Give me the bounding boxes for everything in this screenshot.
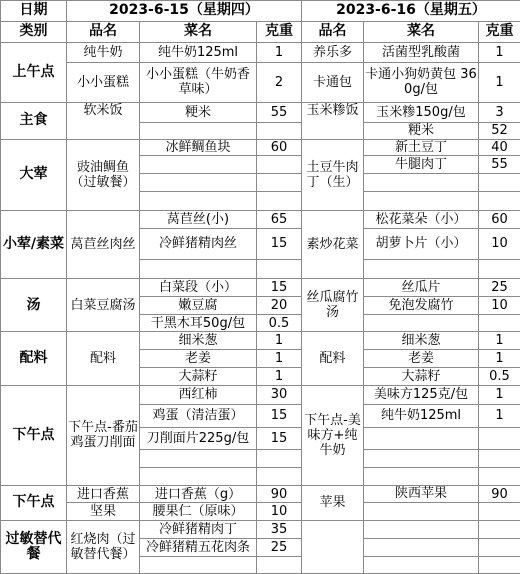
category-cell[interactable]: 主食 (1, 102, 67, 139)
ingredient-cell[interactable]: 小小蛋糕（牛奶香草味） (140, 62, 257, 102)
dish-cell[interactable]: 莴苣丝肉丝 (67, 210, 140, 278)
weight-cell[interactable] (479, 427, 520, 449)
ingredient-cell[interactable]: 美味方125克/包 (364, 385, 479, 404)
weight-cell[interactable] (479, 503, 520, 521)
dish-cell[interactable]: 小小蛋糕 (67, 62, 140, 102)
weight-cell[interactable] (257, 556, 302, 573)
ingredient-cell[interactable]: 细米葱 (140, 332, 257, 350)
weight-cell[interactable] (479, 191, 520, 210)
ingredient-cell[interactable]: 胡萝卜片（小） (364, 228, 479, 259)
weight-cell[interactable]: 1 (257, 332, 302, 350)
date-label-cell[interactable]: 日期 (1, 1, 67, 22)
ingredient-cell[interactable]: 干黑木耳50g/包 (140, 314, 257, 332)
ingredient-cell[interactable]: 鸡蛋（清洁蛋） (140, 404, 257, 427)
ingredient-cell[interactable]: 腰果仁（原味） (140, 503, 257, 521)
weight-cell[interactable]: 1 (479, 62, 520, 102)
weight-cell[interactable]: 15 (257, 228, 302, 259)
ingredient-cell[interactable] (364, 556, 479, 573)
weight-cell[interactable]: 10 (257, 503, 302, 521)
weight-cell[interactable]: 1 (479, 42, 520, 62)
day1-dish-header[interactable]: 品名 (67, 21, 140, 42)
weight-cell[interactable] (257, 449, 302, 467)
ingredient-cell[interactable]: 大蒜籽 (364, 368, 479, 386)
weight-cell[interactable]: 90 (479, 485, 520, 503)
ingredient-cell[interactable]: 粳米 (364, 122, 479, 139)
ingredient-cell[interactable]: 进口香蕉（g） (140, 485, 257, 503)
ingredient-cell[interactable] (364, 174, 479, 192)
table-row (1, 385, 520, 404)
weight-cell[interactable]: 15 (257, 404, 302, 427)
weight-cell[interactable]: 0.5 (257, 314, 302, 332)
ingredient-cell[interactable]: 纯牛奶125ml (364, 404, 479, 427)
weight-cell[interactable]: 65 (257, 210, 302, 228)
weight-cell[interactable]: 1 (479, 332, 520, 350)
weight-cell[interactable] (479, 314, 520, 332)
table-row (1, 62, 520, 102)
ingredient-cell[interactable]: 新土豆丁 (364, 139, 479, 156)
category-label-cell[interactable]: 类别 (1, 21, 67, 42)
weight-cell[interactable]: 35 (257, 521, 302, 539)
weight-cell[interactable]: 60 (479, 210, 520, 228)
ingredient-cell[interactable] (140, 122, 257, 139)
ingredient-cell[interactable]: 纯牛奶125ml (140, 42, 257, 62)
weight-cell[interactable]: 10 (479, 228, 520, 259)
day2-dish-header[interactable]: 品名 (302, 21, 364, 42)
weight-cell[interactable]: 3 (479, 102, 520, 122)
table-row (1, 503, 520, 521)
ingredient-cell[interactable] (140, 174, 257, 192)
ingredient-cell[interactable] (364, 539, 479, 557)
weight-cell[interactable] (479, 521, 520, 539)
ingredient-cell[interactable]: 玉米糁150g/包 (364, 102, 479, 122)
ingredient-cell[interactable] (140, 556, 257, 573)
day1-ingredient-header[interactable]: 菜名 (140, 21, 257, 42)
weight-cell[interactable] (257, 122, 302, 139)
dish-cell[interactable]: 苹果 (302, 485, 364, 521)
ingredient-cell[interactable] (364, 427, 479, 449)
day1-weight-header[interactable]: 克重 (257, 21, 302, 42)
weight-cell[interactable]: 15 (257, 278, 302, 296)
day2-date-cell[interactable]: 2023-6-16（星期五） (302, 1, 520, 22)
dish-cell[interactable]: 养乐多 (302, 42, 364, 62)
day1-date-cell[interactable]: 2023-6-15（星期四） (67, 1, 302, 22)
dish-cell[interactable]: 进口香蕉 (67, 485, 140, 503)
dish-cell[interactable]: 丝瓜腐竹汤 (302, 278, 364, 331)
dish-cell[interactable]: 玉米糁饭 (302, 102, 364, 139)
weight-cell[interactable]: 10 (479, 296, 520, 314)
weight-cell[interactable]: 1 (479, 350, 520, 368)
category-cell[interactable]: 下午点 (1, 485, 67, 521)
column-header-row (1, 21, 520, 42)
dish-cell[interactable]: 纯牛奶 (67, 42, 140, 62)
ingredient-cell[interactable]: 丝瓜片 (364, 278, 479, 296)
weight-cell[interactable] (257, 260, 302, 279)
weight-cell[interactable]: 1 (257, 42, 302, 62)
weight-cell[interactable]: 52 (479, 122, 520, 139)
ingredient-cell[interactable] (364, 449, 479, 467)
table-row (1, 521, 520, 539)
category-cell[interactable]: 过敏替代餐 (1, 521, 67, 574)
table-row (1, 332, 520, 350)
table-row (1, 139, 520, 156)
weight-cell[interactable]: 2 (257, 62, 302, 102)
ingredient-cell[interactable]: 卡通小狗奶黄包 360g/包 (364, 62, 479, 102)
weight-cell[interactable]: 55 (479, 156, 520, 174)
weight-cell[interactable] (257, 191, 302, 210)
weight-cell[interactable]: 30 (257, 385, 302, 404)
date-header-row (1, 1, 520, 22)
weight-cell[interactable] (479, 449, 520, 467)
weight-cell[interactable]: 15 (257, 427, 302, 449)
table-row (1, 278, 520, 296)
weight-cell[interactable]: 60 (257, 139, 302, 156)
ingredient-cell[interactable]: 大蒜籽 (140, 368, 257, 386)
ingredient-cell[interactable] (140, 156, 257, 174)
ingredient-cell[interactable]: 嫩豆腐 (140, 296, 257, 314)
dish-cell[interactable]: 坚果 (67, 503, 140, 521)
ingredient-cell[interactable] (140, 191, 257, 210)
weight-cell[interactable] (257, 174, 302, 192)
table-row (1, 210, 520, 228)
ingredient-cell[interactable]: 细米葱 (364, 332, 479, 350)
weight-cell[interactable] (479, 260, 520, 279)
category-cell[interactable]: 配料 (1, 332, 67, 385)
table-row (1, 102, 520, 122)
ingredient-cell[interactable]: 松花菜朵（小） (364, 210, 479, 228)
ingredient-cell[interactable] (364, 260, 479, 279)
day2-ingredient-header[interactable]: 菜名 (364, 21, 479, 42)
dish-cell[interactable]: 下午点-番茄鸡蛋刀削面 (67, 385, 140, 485)
ingredient-cell[interactable] (364, 467, 479, 485)
weight-cell[interactable] (479, 467, 520, 485)
weight-cell[interactable]: 55 (257, 102, 302, 122)
weight-cell[interactable] (479, 556, 520, 573)
weight-cell[interactable]: 1 (257, 350, 302, 368)
dish-cell[interactable]: 配料 (67, 332, 140, 385)
ingredient-cell[interactable] (140, 467, 257, 485)
weight-cell[interactable] (479, 174, 520, 192)
table-row (1, 485, 520, 503)
category-cell[interactable]: 下午点 (1, 385, 67, 485)
ingredient-cell[interactable] (140, 260, 257, 279)
ingredient-cell[interactable]: 粳米 (140, 102, 257, 122)
table-row (1, 42, 520, 62)
ingredient-cell[interactable]: 免泡发腐竹 (364, 296, 479, 314)
weight-cell[interactable] (257, 467, 302, 485)
ingredient-cell[interactable] (364, 191, 479, 210)
category-cell[interactable]: 上午点 (1, 42, 67, 102)
dish-cell[interactable] (302, 521, 364, 574)
ingredient-cell[interactable]: 陕西苹果 (364, 485, 479, 503)
weight-cell[interactable]: 40 (479, 139, 520, 156)
ingredient-cell[interactable]: 莴苣丝(小) (140, 210, 257, 228)
dish-cell[interactable]: 豉油鲷鱼（过敏餐） (67, 139, 140, 210)
ingredient-cell[interactable]: 老姜 (140, 350, 257, 368)
ingredient-cell[interactable]: 白菜段（小） (140, 278, 257, 296)
ingredient-cell[interactable] (364, 521, 479, 539)
ingredient-cell[interactable]: 老姜 (364, 350, 479, 368)
dish-cell[interactable]: 白菜豆腐汤 (67, 278, 140, 331)
ingredient-cell[interactable]: 冰鲜鲷鱼块 (140, 139, 257, 156)
dish-cell[interactable]: 土豆牛肉丁（生） (302, 139, 364, 210)
ingredient-cell[interactable] (364, 314, 479, 332)
weight-cell[interactable]: 1 (479, 385, 520, 404)
category-cell[interactable]: 小荤/素菜 (1, 210, 67, 278)
category-cell[interactable]: 汤 (1, 278, 67, 331)
category-cell[interactable]: 大荤 (1, 139, 67, 210)
dish-cell[interactable]: 下午点-美味方+纯牛奶 (302, 385, 364, 485)
ingredient-cell[interactable] (140, 449, 257, 467)
weight-cell[interactable]: 1 (479, 404, 520, 427)
ingredient-cell[interactable]: 冷鲜猪精肉丁 (140, 521, 257, 539)
weight-cell[interactable] (257, 156, 302, 174)
weight-cell[interactable]: 25 (479, 278, 520, 296)
dish-cell[interactable]: 红烧肉（过敏替代餐） (67, 521, 140, 574)
weight-cell[interactable]: 20 (257, 296, 302, 314)
weight-cell[interactable]: 0.5 (479, 368, 520, 386)
dish-cell[interactable]: 软米饭 (67, 102, 140, 139)
ingredient-cell[interactable] (364, 503, 479, 521)
weight-cell[interactable]: 90 (257, 485, 302, 503)
dish-cell[interactable]: 素炒花菜 (302, 210, 364, 278)
weight-cell[interactable] (479, 539, 520, 557)
weight-cell[interactable]: 25 (257, 539, 302, 557)
ingredient-cell[interactable]: 牛腿肉丁 (364, 156, 479, 174)
ingredient-cell[interactable]: 冷鲜猪精五花肉条 (140, 539, 257, 557)
ingredient-cell[interactable]: 西红柿 (140, 385, 257, 404)
dish-cell[interactable]: 配料 (302, 332, 364, 385)
day2-weight-header[interactable]: 克重 (479, 21, 520, 42)
ingredient-cell[interactable]: 刀削面片225g/包 (140, 427, 257, 449)
weight-cell[interactable]: 1 (257, 368, 302, 386)
ingredient-cell[interactable]: 活菌型乳酸菌 (364, 42, 479, 62)
dish-cell[interactable]: 卡通包 (302, 62, 364, 102)
ingredient-cell[interactable]: 冷鲜猪精肉丝 (140, 228, 257, 259)
